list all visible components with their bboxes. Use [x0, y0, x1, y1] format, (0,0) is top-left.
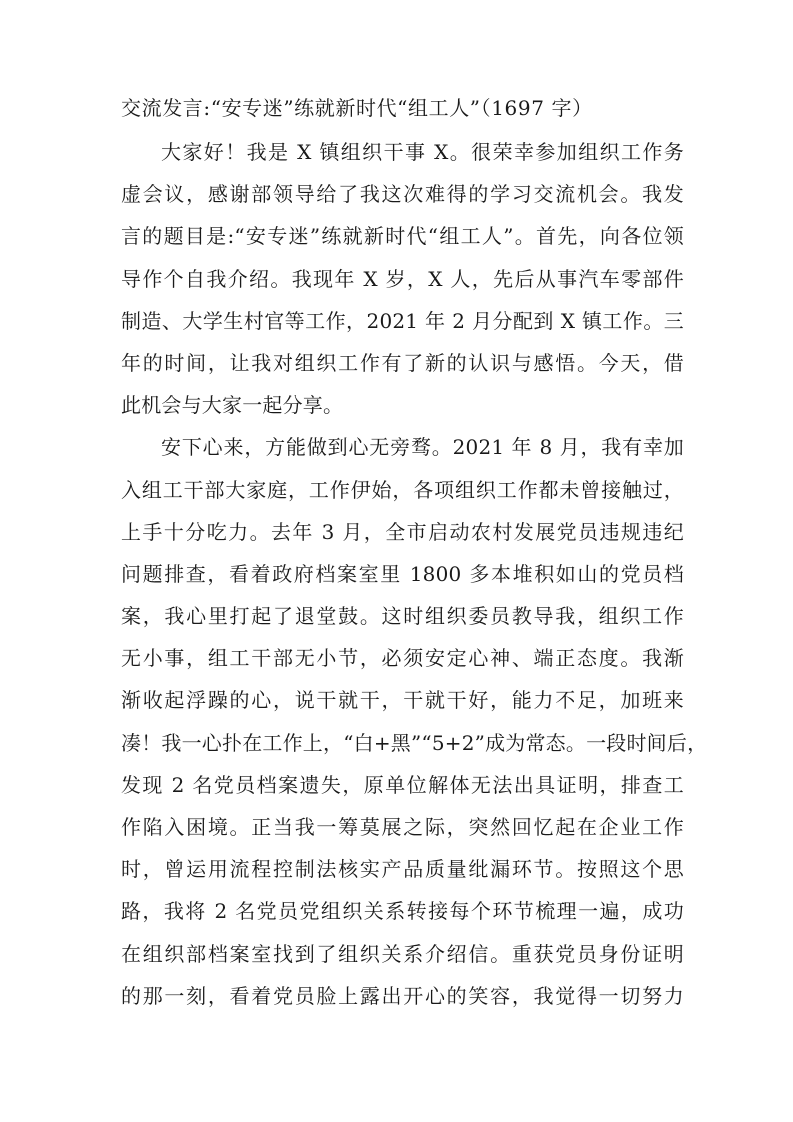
document-title: 交流发言:“安专迷”练就新时代“组工人”（1697 字） — [121, 96, 593, 120]
text-line: 入组工干部大家庭，工作伊始，各项组织工作都未曾接触过， — [121, 477, 684, 502]
text-line: 作陷入困境。正当我一筹莫展之际，突然回忆起在企业工作 — [121, 815, 684, 839]
text-line: 言的题目是:“安专迷”练就新时代“组工人”。首先，向各位领 — [121, 224, 684, 249]
paragraph-2 — [121, 426, 708, 1017]
text-line: 案，我心里打起了退堂鼓。这时组织委员教导我，组织工作 — [121, 604, 684, 629]
text-line: 的那一刻，看着党员脸上露出开心的笑容，我觉得一切努力 — [121, 983, 684, 1008]
text-line: 在组织部档案室找到了组织关系介绍信。重获党员身份证明 — [121, 941, 684, 966]
text-line: 制造、大学生村官等工作，2021 年 2 月分配到 X 镇工作。三 — [121, 308, 684, 333]
text-line: 发现 2 名党员档案遗失，原单位解体无法出具证明，排查工 — [121, 772, 684, 797]
text-line: 导作个自我介绍。我现年 X 岁，X 人，先后从事汽车零部件 — [121, 266, 684, 291]
text-line: 年的时间，让我对组织工作有了新的认识与感悟。今天，借 — [121, 350, 684, 375]
text-line: 路，我将 2 名党员党组织关系转接每个环节梳理一遍，成功 — [121, 899, 684, 924]
text-line: 大家好！我是 X 镇组织干事 X。很荣幸参加组织工作务 — [161, 140, 684, 164]
text-line: 虚会议，感谢部领导给了我这次难得的学习交流机会。我发 — [121, 182, 684, 207]
text-line: 上手十分吃力。去年 3 月，全市启动农村发展党员违规违纪 — [121, 519, 684, 544]
text-line: 时，曾运用流程控制法核实产品质量纰漏环节。按照这个思 — [121, 857, 684, 882]
text-line: 渐收起浮躁的心，说干就干，干就干好，能力不足，加班来 — [121, 688, 684, 713]
paragraph-1 — [121, 131, 684, 426]
text-line: 此机会与大家一起分享。 — [121, 393, 344, 418]
text-line: 无小事，组工干部无小节，必须安定心神、端正态度。我渐 — [121, 646, 684, 671]
text-line: 安下心来，方能做到心无旁骛。2021 年 8 月，我有幸加 — [161, 435, 684, 460]
document-body — [121, 131, 708, 1017]
text-line: 凑！我一心扑在工作上，“白+黑”“5+2”成为常态。一段时间后， — [121, 730, 708, 755]
text-line: 问题排查，看着政府档案室里 1800 多本堆积如山的党员档 — [121, 561, 684, 586]
